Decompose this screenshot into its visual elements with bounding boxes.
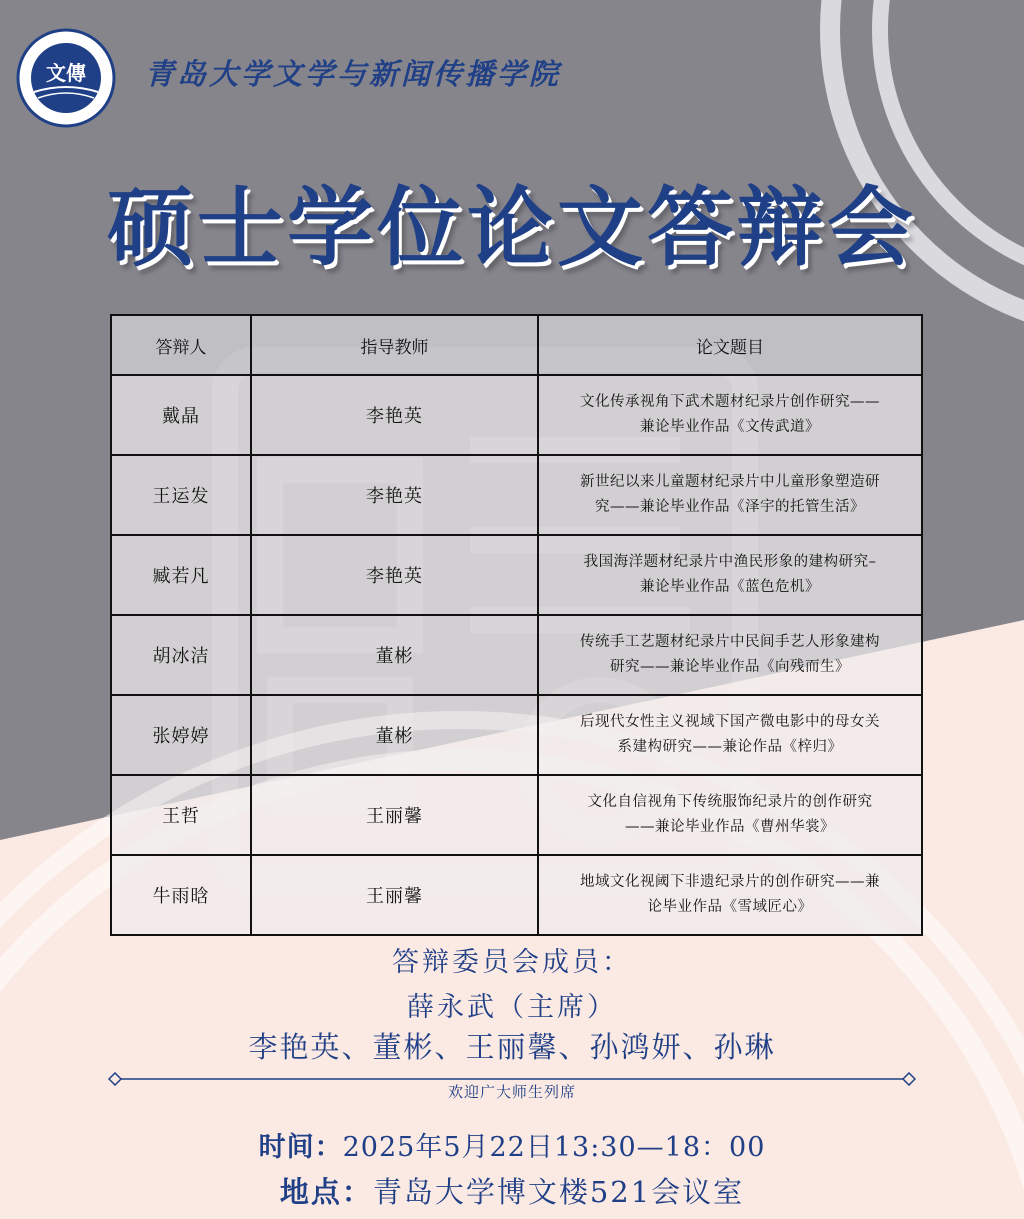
student-name: 牛雨晗	[111, 855, 251, 935]
topic-line: ——兼论毕业作品《曹州华裳》	[625, 819, 835, 835]
place-label: 地点：	[279, 1175, 373, 1209]
student-name: 胡冰洁	[111, 615, 251, 695]
topic-line: 文化传承视角下武术题材纪录片创作研究——	[580, 394, 880, 410]
header-advisor: 指导教师	[251, 315, 538, 375]
header-topic: 论文题目	[538, 315, 922, 375]
committee-members: 李艳英、董彬、王丽馨、孙鸿妍、孙琳	[248, 1030, 776, 1064]
topic-line: 论毕业作品《雪域匠心》	[647, 899, 813, 915]
table-row	[111, 615, 922, 695]
advisor-name: 李艳英	[251, 455, 538, 535]
event-title: 硕士学位论文答辩会	[107, 177, 917, 278]
thesis-topic	[538, 455, 922, 535]
advisor-name: 李艳英	[251, 535, 538, 615]
topic-line: 传统手工艺题材纪录片中民间手艺人形象建构	[580, 634, 880, 650]
advisor-name: 董彬	[251, 615, 538, 695]
time-label: 时间：	[258, 1132, 343, 1163]
committee-chair: 薛永武（主席）	[407, 992, 617, 1023]
table-row	[111, 775, 922, 855]
student-name: 王哲	[111, 775, 251, 855]
header-student: 答辩人	[111, 315, 251, 375]
table-row	[111, 535, 922, 615]
logo-text: 文傳	[46, 61, 86, 85]
school-name: 青岛大学文学与新闻传播学院	[145, 57, 562, 91]
topic-line: 地域文化视阈下非遗纪录片的创作研究——兼	[580, 874, 880, 890]
topic-line: 研究——兼论毕业作品《向残而生》	[610, 659, 850, 675]
topic-line: 兼论毕业作品《文传武道》	[640, 419, 820, 435]
student-name: 王运发	[111, 455, 251, 535]
thesis-topic	[538, 375, 922, 455]
thesis-topic	[538, 855, 922, 935]
topic-line: 系建构研究——兼论作品《梓归》	[617, 739, 843, 755]
thesis-topic	[538, 535, 922, 615]
table-row	[111, 375, 922, 455]
student-name: 张婷婷	[111, 695, 251, 775]
topic-line: 究——兼论毕业作品《泽宇的托管生活》	[595, 499, 865, 515]
advisor-name: 李艳英	[251, 375, 538, 455]
event-time	[0, 1125, 1024, 1164]
topic-line: 我国海洋题材纪录片中渔民形象的建构研究–	[583, 554, 877, 570]
thesis-topic	[538, 615, 922, 695]
table-row	[111, 855, 922, 935]
topic-line: 文化自信视角下传统服饰纪录片的创作研究	[587, 794, 873, 810]
defense-schedule-table	[110, 314, 923, 936]
topic-line: 新世纪以来儿童题材纪录片中儿童形象塑造研	[580, 474, 880, 490]
thesis-topic	[538, 695, 922, 775]
event-place	[0, 1170, 1024, 1211]
student-name: 臧若凡	[111, 535, 251, 615]
school-logo-icon	[16, 28, 116, 128]
topic-line: 兼论毕业作品《蓝色危机》	[640, 579, 820, 595]
committee-heading: 答辩委员会成员：	[392, 947, 632, 978]
welcome-note: 欢迎广大师生列席	[447, 1083, 576, 1101]
advisor-name: 董彬	[251, 695, 538, 775]
advisor-name: 王丽馨	[251, 775, 538, 855]
place-value: 青岛大学博文楼521会议室	[372, 1175, 745, 1209]
thesis-topic	[538, 775, 922, 855]
topic-line: 后现代女性主义视域下国产微电影中的母女关	[580, 714, 880, 730]
advisor-name: 王丽馨	[251, 855, 538, 935]
time-value: 2025年5月22日13:30—18：00	[342, 1132, 766, 1163]
table-header-row	[111, 315, 922, 375]
table-row	[111, 695, 922, 775]
table-row	[111, 455, 922, 535]
student-name: 戴晶	[111, 375, 251, 455]
